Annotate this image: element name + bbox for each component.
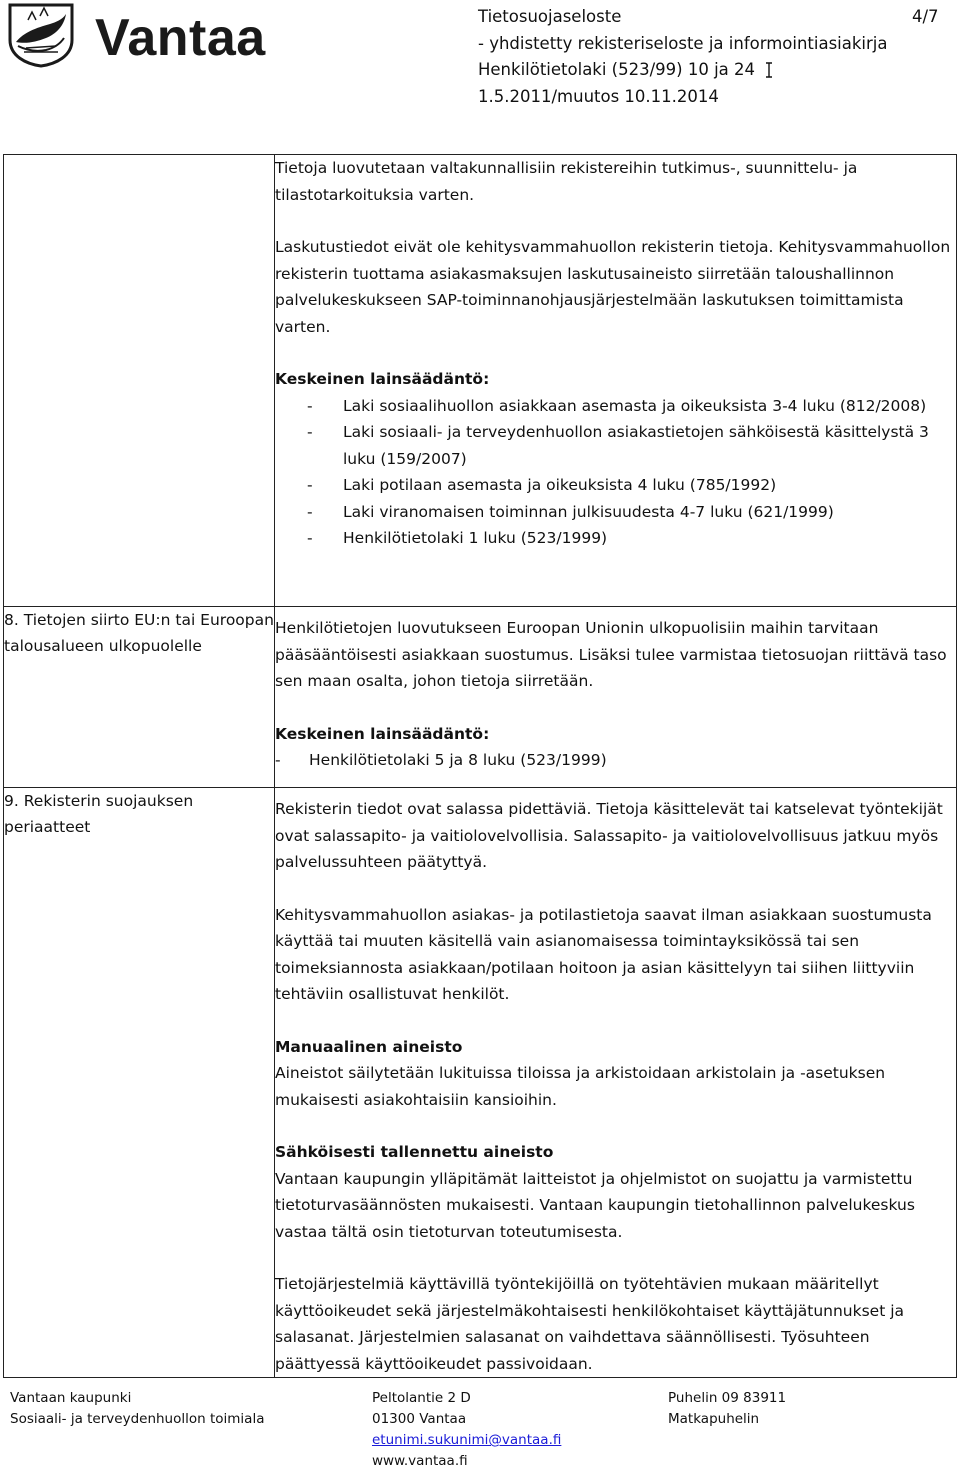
- footer-addr1: Peltolantie 2 D: [372, 1390, 471, 1406]
- row-label: 9. Rekisterin suojauksen periaatteet: [4, 788, 275, 1378]
- paragraph: Rekisterin tiedot ovat salassa pidettäviä. Tietoja käsittelevät tai katselevat työntekijät ovat salassapito- ja vaitiolovelvollisia. Salassapito- ja vaitiolovelvollisuus jatkuu myös palvelussuhteen päätyttyä.: [275, 800, 943, 871]
- doc-title: Tietosuojaseloste: [478, 7, 622, 26]
- list-item: - Henkilötietolaki 1 luku (523/1999): [305, 525, 956, 552]
- list-item: - Laki potilaan asemasta ja oikeuksista 4 luku (785/1992): [305, 472, 956, 499]
- footer-phone: Puhelin 09 83911: [668, 1390, 787, 1406]
- paragraph: Laskutustiedot eivät ole kehitysvammahuollon rekisterin tietoja. Kehitysvammahuollon rekisterin tuottama asiakasmaksujen laskutusaineisto siirretään taloushallinnon palvelukeskukseen SAP-toiminnanohjausjärjestelmään laskutuksen toimittamista varten.: [275, 238, 951, 336]
- paragraph: Tietoja luovutetaan valtakunnallisiin rekistereihin tutkimus-, suunnittelu- ja tilastotarkoituksia varten.: [275, 159, 858, 204]
- table-row: [4, 607, 957, 788]
- law-heading: Keskeinen lainsäädäntö:: [275, 724, 490, 743]
- vantaa-coat-of-arms-icon: [6, 2, 86, 72]
- doc-law-text: Henkilötietolaki (523/99) 10 ja 24: [478, 60, 756, 79]
- paragraph: Vantaan kaupungin ylläpitämät laitteistot ja ohjelmistot on suojattu ja varmistettu tietoturvasäännösten mukaisesti. Vantaan kaupungin tietohallinnon palvelukeskus vastaa tältä osin tietoturvan toteutumisesta.: [275, 1169, 915, 1241]
- list-item: - Laki viranomaisen toiminnan julkisuudesta 4-7 luku (621/1999): [305, 499, 956, 526]
- law-list: [275, 747, 956, 774]
- manual-heading: Manuaalinen aineisto: [275, 1037, 463, 1056]
- row-label-empty: [4, 155, 275, 607]
- doc-date: 1.5.2011/muutos 10.11.2014: [478, 86, 719, 106]
- document-header: [478, 4, 888, 110]
- electronic-heading: Sähköisesti tallennettu aineisto: [275, 1143, 554, 1161]
- doc-subtitle: - yhdistetty rekisteriseloste ja informointiasiakirja: [478, 33, 888, 53]
- doc-law: [478, 57, 888, 84]
- list-item: - Henkilötietolaki 5 ja 8 luku (523/1999): [275, 747, 956, 774]
- row-content: [275, 788, 957, 1378]
- row-content: [275, 607, 957, 788]
- footer-org1: Vantaan kaupunki: [10, 1390, 132, 1406]
- list-item: - Laki sosiaali- ja terveydenhuollon asiakastietojen sähköisestä käsittelystä 3 luku (159/2007): [305, 419, 956, 472]
- page-number: 4/7: [912, 7, 939, 26]
- footer-address: [372, 1388, 561, 1472]
- list-item: - Laki sosiaalihuollon asiakkaan asemasta ja oikeuksista 3-4 luku (812/2008): [305, 393, 956, 420]
- row-label: 8. Tietojen siirto EU:n tai Euroopan talousalueen ulkopuolelle: [4, 607, 275, 788]
- footer-mobile: Matkapuhelin: [668, 1411, 760, 1427]
- law-list: [275, 393, 956, 552]
- law-heading: Keskeinen lainsäädäntö:: [275, 370, 490, 388]
- footer-organization: [10, 1388, 264, 1430]
- brand-name: Vantaa: [95, 9, 266, 67]
- footer-web: www.vantaa.fi: [372, 1453, 468, 1469]
- paragraph: Aineistot säilytetään lukituissa tiloissa ja arkistoidaan arkistolain ja -asetuksen mukaisesti asiakohtaisiin kansioihin.: [275, 1064, 886, 1109]
- footer-addr2: 01300 Vantaa: [372, 1411, 467, 1427]
- table-row: [4, 155, 957, 607]
- register-table: [3, 154, 957, 1378]
- cursor-mark-icon: [765, 62, 773, 78]
- paragraph: Henkilötietojen luovutukseen Euroopan Unionin ulkopuolisiin maihin tarvitaan pääsääntöisesti asiakkaan suostumus. Lisäksi tulee varmistaa tietosuojan riittävä taso sen maan osalta, johon tietoja siirretään.: [275, 619, 947, 690]
- paragraph: Tietojärjestelmiä käyttävillä työntekijöillä on työtehtävien mukaan määritellyt käyttöoikeudet sekä järjestelmäkohtaisesti henkilökohtaiset käyttäjätunnukset ja salasanat. Järjestelmien salasanat on vaihdettava säännöllisesti. Työsuhteen päättyessä käyttöoikeudet passivoidaan.: [275, 1275, 905, 1373]
- table-row: [4, 788, 957, 1378]
- row-content: [275, 155, 957, 607]
- paragraph: Kehitysvammahuollon asiakas- ja potilastietoja saavat ilman asiakkaan suostumusta käyttää tai muuten käsitellä vain asianomaisessa toimintayksikössä tai sen toimeksiannosta asiakkaan/potilaan hoitoon ja asian käsittelyyn tai siihen liittyviin tehtäviin osallistuvat henkilöt.: [275, 905, 932, 1003]
- footer-org2: Sosiaali- ja terveydenhuollon toimiala: [10, 1411, 265, 1427]
- email-link[interactable]: etunimi.sukunimi@vantaa.fi: [372, 1432, 562, 1448]
- footer-contact: [668, 1388, 786, 1430]
